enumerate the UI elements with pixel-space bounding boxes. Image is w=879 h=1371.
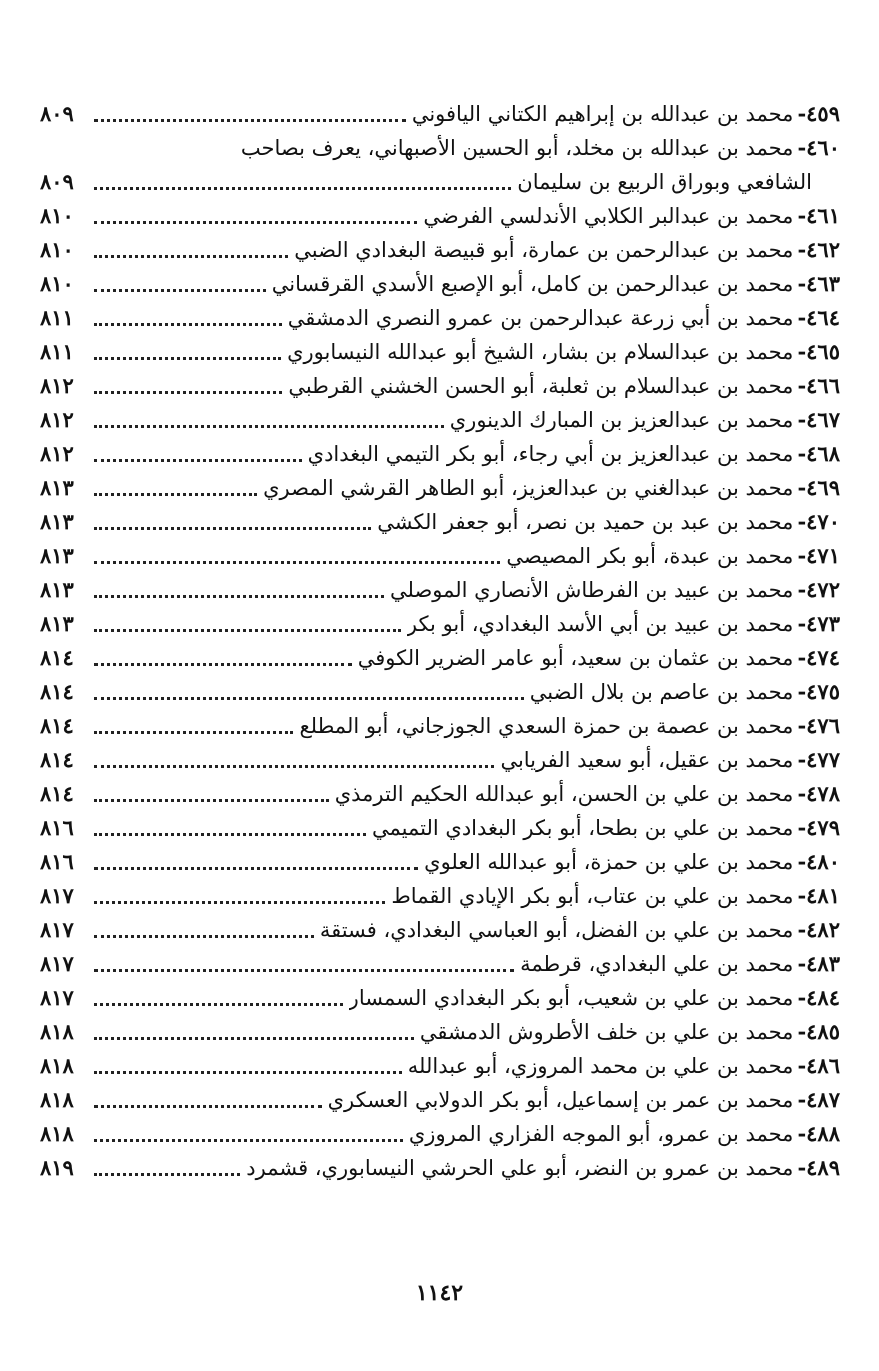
toc-entry (40, 471, 840, 505)
dot-leader (94, 459, 302, 462)
toc-entry (40, 267, 840, 301)
entry-number: ٤٧١ (806, 543, 840, 568)
entry-title: محمد بن عبدالرحمن بن عمارة، أبو قبيصة البغدادي الضبي (294, 238, 794, 262)
entry-page-number: ٨١٨ (40, 1019, 74, 1044)
entry-page-number: ٨١٤ (40, 679, 74, 704)
entry-number: ٤٨٦ (806, 1053, 840, 1078)
toc-entry (40, 641, 840, 675)
dot-leader (94, 765, 494, 768)
dot-leader (94, 935, 314, 938)
toc-entry-line (40, 471, 840, 505)
entry-separator: - (797, 679, 807, 704)
dot-leader (94, 799, 329, 802)
toc-entry-line (40, 131, 840, 165)
toc-entry-line (40, 573, 840, 607)
dot-leader (94, 697, 524, 700)
entry-page-number: ٨١٨ (40, 1121, 74, 1146)
entry-separator: - (797, 645, 807, 670)
entry-number: ٤٦٤ (806, 305, 840, 330)
entry-title: محمد بن علي بن حمزة، أبو عبدالله العلوي (424, 850, 794, 874)
toc-entry (40, 1049, 840, 1083)
entry-page-number: ٨١٣ (40, 543, 74, 568)
entry-title: محمد بن عبدالعزيز بن المبارك الدينوري (449, 408, 794, 432)
entry-separator: - (797, 815, 807, 840)
entry-page-number: ٨١٢ (40, 441, 74, 466)
entry-separator: - (797, 747, 807, 772)
entry-separator: - (797, 611, 807, 636)
toc-entry-line (40, 607, 840, 641)
dot-leader (94, 663, 352, 666)
entry-page-number: ٨١١ (40, 305, 74, 330)
toc-entry (40, 573, 840, 607)
entry-title: محمد بن عبدالله بن إبراهيم الكتاني اليافوني (411, 102, 794, 126)
toc-entry (40, 403, 840, 437)
entry-number: ٤٨٩ (806, 1155, 840, 1180)
entry-number: ٤٧٣ (806, 611, 840, 636)
toc-entry-line (40, 879, 840, 913)
entry-page-number: ٨١٣ (40, 611, 74, 636)
entry-separator: - (797, 1053, 807, 1078)
entry-number: ٤٦٢ (806, 237, 840, 262)
entry-page-number: ٨١٧ (40, 917, 74, 942)
entry-title: الشافعي وبوراق الربيع بن سليمان (517, 170, 812, 194)
toc-entry (40, 607, 840, 641)
entry-number: ٤٥٩ (806, 101, 840, 126)
toc-entry-line (40, 199, 840, 233)
dot-leader (94, 901, 385, 904)
entry-page-number: ٨١٤ (40, 713, 74, 738)
dot-leader (94, 1037, 414, 1040)
entry-number: ٤٦٥ (806, 339, 840, 364)
toc-entry (40, 369, 840, 403)
toc-entry-line (40, 97, 840, 131)
entry-title: محمد بن عبدالرحمن بن كامل، أبو الإصبع الأسدي القرقساني (271, 272, 794, 296)
entry-page-number: ٨١٠ (40, 271, 74, 296)
dot-leader (94, 1105, 322, 1108)
entry-title: محمد بن عبدالسلام بن بشار، الشيخ أبو عبدالله النيسابوري (287, 340, 794, 364)
entry-number: ٤٧٢ (806, 577, 840, 602)
toc-entry-line (40, 539, 840, 573)
toc-entry (40, 709, 840, 743)
toc-entry-line (40, 301, 840, 335)
toc-entry (40, 97, 840, 131)
dot-leader (94, 187, 511, 190)
entry-page-number: ٨١٢ (40, 407, 74, 432)
toc-entry-line (40, 1049, 840, 1083)
entry-page-number: ٨٠٩ (40, 169, 74, 194)
entry-separator: - (797, 951, 807, 976)
entry-page-number: ٨١١ (40, 339, 74, 364)
entry-title: محمد بن عصمة بن حمزة السعدي الجوزجاني، أبو المطلع (299, 714, 794, 738)
entry-page-number: ٨١٤ (40, 747, 74, 772)
entry-separator: - (797, 577, 807, 602)
entry-title: محمد بن عاصم بن بلال الضبي (529, 680, 794, 704)
dot-leader (94, 493, 257, 496)
toc-entry-line (40, 369, 840, 403)
entry-number: ٤٦٨ (806, 441, 840, 466)
entry-number: ٤٧٥ (806, 679, 840, 704)
entry-number: ٤٨٨ (806, 1121, 840, 1146)
dot-leader (94, 1139, 403, 1142)
entry-separator: - (797, 407, 807, 432)
toc-entry-line (40, 1117, 840, 1151)
entry-page-number: ٨١٩ (40, 1155, 74, 1180)
table-of-contents (40, 97, 840, 1185)
toc-entry (40, 879, 840, 913)
entry-number: ٤٧٨ (806, 781, 840, 806)
entry-number: ٤٦٦ (806, 373, 840, 398)
entry-number: ٤٧٩ (806, 815, 840, 840)
entry-number: ٤٨٠ (806, 849, 840, 874)
dot-leader (94, 391, 282, 394)
toc-entry (40, 1083, 840, 1117)
dot-leader (94, 969, 514, 972)
entry-page-number: ٨١٣ (40, 577, 74, 602)
toc-entry-line (40, 913, 840, 947)
entry-separator: - (797, 203, 807, 228)
entry-separator: - (797, 781, 807, 806)
entry-title: محمد بن عبدة، أبو بكر المصيصي (506, 544, 794, 568)
entry-title: محمد بن علي بن محمد المروزي، أبو عبدالله (407, 1054, 794, 1078)
toc-entry-line (40, 335, 840, 369)
entry-number: ٤٨٤ (806, 985, 840, 1010)
toc-entry (40, 233, 840, 267)
entry-number: ٤٦١ (806, 203, 840, 228)
entry-separator: - (797, 1019, 807, 1044)
toc-entry-line (40, 845, 840, 879)
toc-entry (40, 505, 840, 539)
entry-title: محمد بن عثمان بن سعيد، أبو عامر الضرير الكوفي (357, 646, 794, 670)
entry-page-number: ٨١٣ (40, 509, 74, 534)
entry-title: محمد بن عبد بن حميد بن نصر، أبو جعفر الكشي (377, 510, 794, 534)
toc-entry-line (40, 811, 840, 845)
toc-entry (40, 1015, 840, 1049)
entry-page-number: ٨١٠ (40, 237, 74, 262)
toc-entry-line (40, 641, 840, 675)
entry-number: ٤٨٢ (806, 917, 840, 942)
entry-title: محمد بن عبدالغني بن عبدالعزيز، أبو الطاهر القرشي المصري (263, 476, 794, 500)
toc-entry-line (40, 743, 840, 777)
toc-entry (40, 437, 840, 471)
page-number: ١١٤٢ (415, 1280, 464, 1306)
dot-leader (94, 561, 500, 564)
entry-separator: - (797, 475, 807, 500)
toc-entry (40, 675, 840, 709)
toc-entry (40, 947, 840, 981)
entry-page-number: ٨١٢ (40, 373, 74, 398)
toc-entry-line (40, 267, 840, 301)
toc-entry (40, 981, 840, 1015)
dot-leader (94, 527, 371, 530)
entry-separator: - (797, 543, 807, 568)
toc-entry-line (40, 165, 840, 199)
entry-title: محمد بن علي بن شعيب، أبو بكر البغدادي السمسار (348, 986, 794, 1010)
entry-separator: - (797, 271, 807, 296)
toc-entry-line (40, 709, 840, 743)
entry-page-number: ٨١٠ (40, 203, 74, 228)
dot-leader (94, 1071, 402, 1074)
toc-entry-line (40, 1083, 840, 1117)
toc-entry-line (40, 777, 840, 811)
entry-separator: - (797, 373, 807, 398)
entry-title: محمد بن عبدالبر الكلابي الأندلسي الفرضي (423, 204, 794, 228)
dot-leader (94, 731, 293, 734)
entry-number: ٤٧٤ (806, 645, 840, 670)
toc-entry (40, 1151, 840, 1185)
toc-entry (40, 199, 840, 233)
entry-separator: - (797, 339, 807, 364)
dot-leader (94, 629, 401, 632)
toc-entry-line (40, 947, 840, 981)
entry-separator: - (797, 305, 807, 330)
entry-title: محمد بن عقيل، أبو سعيد الفريابي (500, 748, 794, 772)
entry-number: ٤٦٣ (806, 271, 840, 296)
toc-entry (40, 811, 840, 845)
entry-title: محمد بن علي بن بطحا، أبو بكر البغدادي التميمي (372, 816, 794, 840)
toc-entry-line (40, 1015, 840, 1049)
entry-title: محمد بن عمرو بن النضر، أبو علي الحرشي النيسابوري، قشمرد (246, 1156, 794, 1180)
entry-number: ٤٧٧ (806, 747, 840, 772)
toc-entry (40, 1117, 840, 1151)
toc-entry-line (40, 1151, 840, 1185)
entry-title: محمد بن عمرو، أبو الموجه الفزاري المروزي (408, 1122, 794, 1146)
entry-separator: - (797, 985, 807, 1010)
entry-separator: - (797, 441, 807, 466)
dot-leader (94, 323, 282, 326)
dot-leader (94, 1003, 343, 1006)
toc-entry (40, 301, 840, 335)
entry-separator: - (797, 713, 807, 738)
toc-entry-line (40, 437, 840, 471)
entry-number: ٤٦٩ (806, 475, 840, 500)
toc-entry (40, 777, 840, 811)
entry-separator: - (797, 917, 807, 942)
entry-title: محمد بن عبيد بن أبي الأسد البغدادي، أبو بكر (406, 612, 794, 636)
entry-separator: - (797, 101, 807, 126)
entry-title: محمد بن عبدالله بن مخلد، أبو الحسين الأصبهاني، يعرف بصاحب (240, 136, 794, 160)
entry-title: محمد بن عبدالسلام بن ثعلبة، أبو الحسن الخشني القرطبي (288, 374, 794, 398)
entry-title: محمد بن علي البغدادي، قرطمة (520, 952, 794, 976)
dot-leader (94, 595, 384, 598)
dot-leader (94, 221, 417, 224)
entry-separator: - (797, 509, 807, 534)
entry-page-number: ٨١٤ (40, 781, 74, 806)
toc-entry (40, 743, 840, 777)
toc-entry-line (40, 233, 840, 267)
entry-page-number: ٨١٤ (40, 645, 74, 670)
entry-separator: - (797, 135, 807, 160)
entry-title: محمد بن عبدالعزيز بن أبي رجاء، أبو بكر التيمي البغدادي (307, 442, 794, 466)
entry-number: ٤٨٥ (806, 1019, 840, 1044)
dot-leader (94, 1173, 240, 1176)
entry-page-number: ٨١٣ (40, 475, 74, 500)
toc-entry (40, 335, 840, 369)
entry-page-number: ٨١٨ (40, 1053, 74, 1078)
entry-title: محمد بن علي بن عتاب، أبو بكر الإيادي القماط (391, 884, 794, 908)
toc-entry (40, 913, 840, 947)
toc-entry (40, 845, 840, 879)
entry-title: محمد بن علي بن الحسن، أبو عبدالله الحكيم الترمذي (334, 782, 794, 806)
entry-separator: - (797, 1121, 807, 1146)
entry-title: محمد بن عبيد بن الفرطاش الأنصاري الموصلي (389, 578, 794, 602)
entry-page-number: ٨١٧ (40, 985, 74, 1010)
entry-page-number: ٨١٨ (40, 1087, 74, 1112)
entry-page-number: ٨١٧ (40, 883, 74, 908)
entry-number: ٤٨٣ (806, 951, 840, 976)
entry-title: محمد بن عمر بن إسماعيل، أبو بكر الدولابي العسكري (327, 1088, 794, 1112)
dot-leader (94, 255, 288, 258)
entry-number: ٤٧٦ (806, 713, 840, 738)
entry-separator: - (797, 237, 807, 262)
dot-leader (94, 357, 281, 360)
entry-separator: - (797, 849, 807, 874)
toc-entry-line (40, 505, 840, 539)
dot-leader (94, 119, 406, 122)
dot-leader (94, 289, 266, 292)
entry-page-number: ٨١٦ (40, 849, 74, 874)
entry-page-number: ٨١٧ (40, 951, 74, 976)
toc-entry (40, 539, 840, 573)
toc-entry-line (40, 981, 840, 1015)
entry-separator: - (797, 883, 807, 908)
entry-title: محمد بن علي بن الفضل، أبو العباسي البغدادي، فستقة (319, 918, 794, 942)
entry-title: محمد بن علي بن خلف الأطروش الدمشقي (419, 1020, 794, 1044)
dot-leader (94, 425, 444, 428)
entry-number: ٤٧٠ (806, 509, 840, 534)
dot-leader (94, 867, 418, 870)
toc-entry-line (40, 675, 840, 709)
entry-number: ٤٦٠ (806, 135, 840, 160)
entry-page-number: ٨١٦ (40, 815, 74, 840)
toc-entry-line (40, 403, 840, 437)
entry-page-number: ٨٠٩ (40, 101, 74, 126)
entry-number: ٤٨٧ (806, 1087, 840, 1112)
entry-number: ٤٦٧ (806, 407, 840, 432)
entry-separator: - (797, 1155, 807, 1180)
dot-leader (94, 833, 366, 836)
entry-number: ٤٨١ (806, 883, 840, 908)
entry-separator: - (797, 1087, 807, 1112)
entry-title: محمد بن أبي زرعة عبدالرحمن بن عمرو النصري الدمشقي (287, 306, 794, 330)
toc-entry (40, 131, 840, 199)
